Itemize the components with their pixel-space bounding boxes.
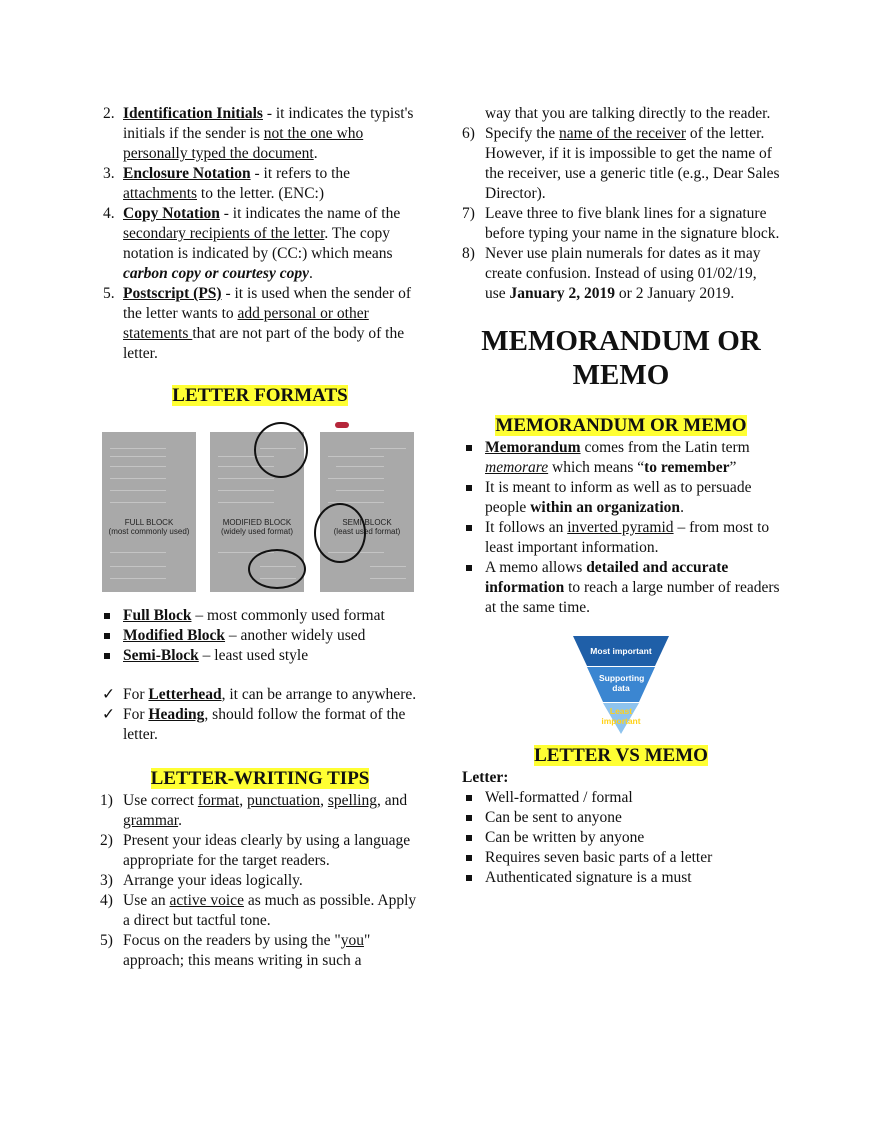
notation-item: 4. Copy Notation - it indicates the name of the secondary recipients of the letter. The copy notation is indicated by (CC:) which means carbon copy or courtesy copy. xyxy=(103,205,401,282)
check-list xyxy=(100,685,420,745)
letter-label: Letter: xyxy=(462,769,509,786)
letter-point: Can be written by anyone xyxy=(462,828,780,848)
letter-point: Well-formatted / formal xyxy=(462,788,780,808)
letter-vs-memo-heading: LETTER VS MEMO xyxy=(534,745,708,766)
notation-item: 3. Enclosure Notation - it refers to the attachments to the letter. (ENC:) xyxy=(103,165,351,202)
tip-item: 5) Focus on the readers by using the "you" approach; this means writing in such a xyxy=(100,932,371,969)
format-label: MODIFIED BLOCK (widely used format) xyxy=(220,518,294,536)
tip-item: 8) Never use plain numerals for dates as it may create confusion. Instead of using 01/02/19, use January 2, 2019 or 2 January 2019. xyxy=(462,245,761,302)
highlight-circle xyxy=(248,549,306,589)
check-icon: ✓ xyxy=(102,686,115,703)
list-item: ✓ For Letterhead, it can be arrange to anywhere. xyxy=(102,686,417,703)
notation-term: Enclosure Notation xyxy=(123,165,251,182)
letter-point: Authenticated signature is a must xyxy=(462,868,780,888)
tip-item: 3) Arrange your ideas logically. xyxy=(100,872,303,889)
notation-term: Identification Initials xyxy=(123,105,263,122)
tips-heading: LETTER-WRITING TIPS xyxy=(150,768,370,789)
left-column xyxy=(100,104,420,971)
notation-item: 2. Identification Initials - it indicates the typist's initials if the sender is not the one who personally typed the document. xyxy=(103,105,414,162)
letter-list xyxy=(462,788,780,888)
tip-item: 2) Present your ideas clearly by using a language appropriate for the target readers. xyxy=(100,832,411,869)
tip-item: 7) Leave three to five blank lines for a signature before typing your name in the signature block. xyxy=(462,205,780,242)
pyramid-mid-label: Supporting data xyxy=(599,673,645,693)
list-item: Semi-Block – least used style xyxy=(100,646,420,666)
tip-item: 6) Specify the name of the receiver of the letter. However, if it is impossible to get the name of the receiver, use a generic title (e.g., Dear Sales Director). xyxy=(462,125,780,202)
memo-heading: MEMORANDUM OR MEMO xyxy=(495,415,747,436)
memo-title: MEMORANDUM OR MEMO xyxy=(481,325,761,391)
memo-list xyxy=(462,438,780,618)
notation-term: Copy Notation xyxy=(123,205,220,222)
tip-item: 4) Use an active voice as much as possible. Apply a direct but tactful tone. xyxy=(100,892,417,929)
list-item: Modified Block – another widely used xyxy=(100,626,420,646)
notation-term: Postscript (PS) xyxy=(123,285,222,302)
notation-list xyxy=(100,104,420,364)
highlight-circle xyxy=(254,422,308,478)
logo-fragment xyxy=(335,422,349,428)
memo-point: It is meant to inform as well as to persuade people within an organization. xyxy=(462,478,780,518)
list-item: ✓ For Heading, should follow the format of the letter. xyxy=(102,706,406,743)
tip-item: way that you are talking directly to the reader. xyxy=(485,105,771,122)
letter-point: Can be sent to anyone xyxy=(462,808,780,828)
full-block-thumbnail xyxy=(102,432,196,592)
list-item: Full Block – most commonly used format xyxy=(100,606,420,626)
format-list xyxy=(100,606,420,666)
inverted-pyramid-diagram xyxy=(571,636,671,734)
tips-list-continued xyxy=(462,104,780,304)
highlight-circle xyxy=(314,503,366,563)
tip-item: 1) Use correct format, punctuation, spelling, and grammar. xyxy=(100,792,408,829)
format-label: SEMI-BLOCK (least used format) xyxy=(333,518,401,536)
letter-formats-image xyxy=(102,422,414,592)
tips-list xyxy=(100,791,420,971)
letter-formats-heading: LETTER FORMATS xyxy=(172,385,348,406)
memo-point: A memo allows detailed and accurate information to reach a large number of readers at the same time. xyxy=(462,558,780,618)
right-column xyxy=(462,104,780,888)
memo-point: Memorandum comes from the Latin term memorare which means “to remember” xyxy=(462,438,780,478)
format-label: FULL BLOCK (most commonly used) xyxy=(108,518,190,536)
pyramid-bottom-label: Least important xyxy=(601,706,641,726)
memo-point: It follows an inverted pyramid – from most to least important information. xyxy=(462,518,780,558)
letter-point: Requires seven basic parts of a letter xyxy=(462,848,780,868)
notation-item: 5. Postscript (PS) - it is used when the sender of the letter wants to add personal or other statements that are not part of the body of the letter. xyxy=(103,285,411,362)
pyramid-top-label: Most important xyxy=(590,646,652,656)
check-icon: ✓ xyxy=(102,706,115,723)
